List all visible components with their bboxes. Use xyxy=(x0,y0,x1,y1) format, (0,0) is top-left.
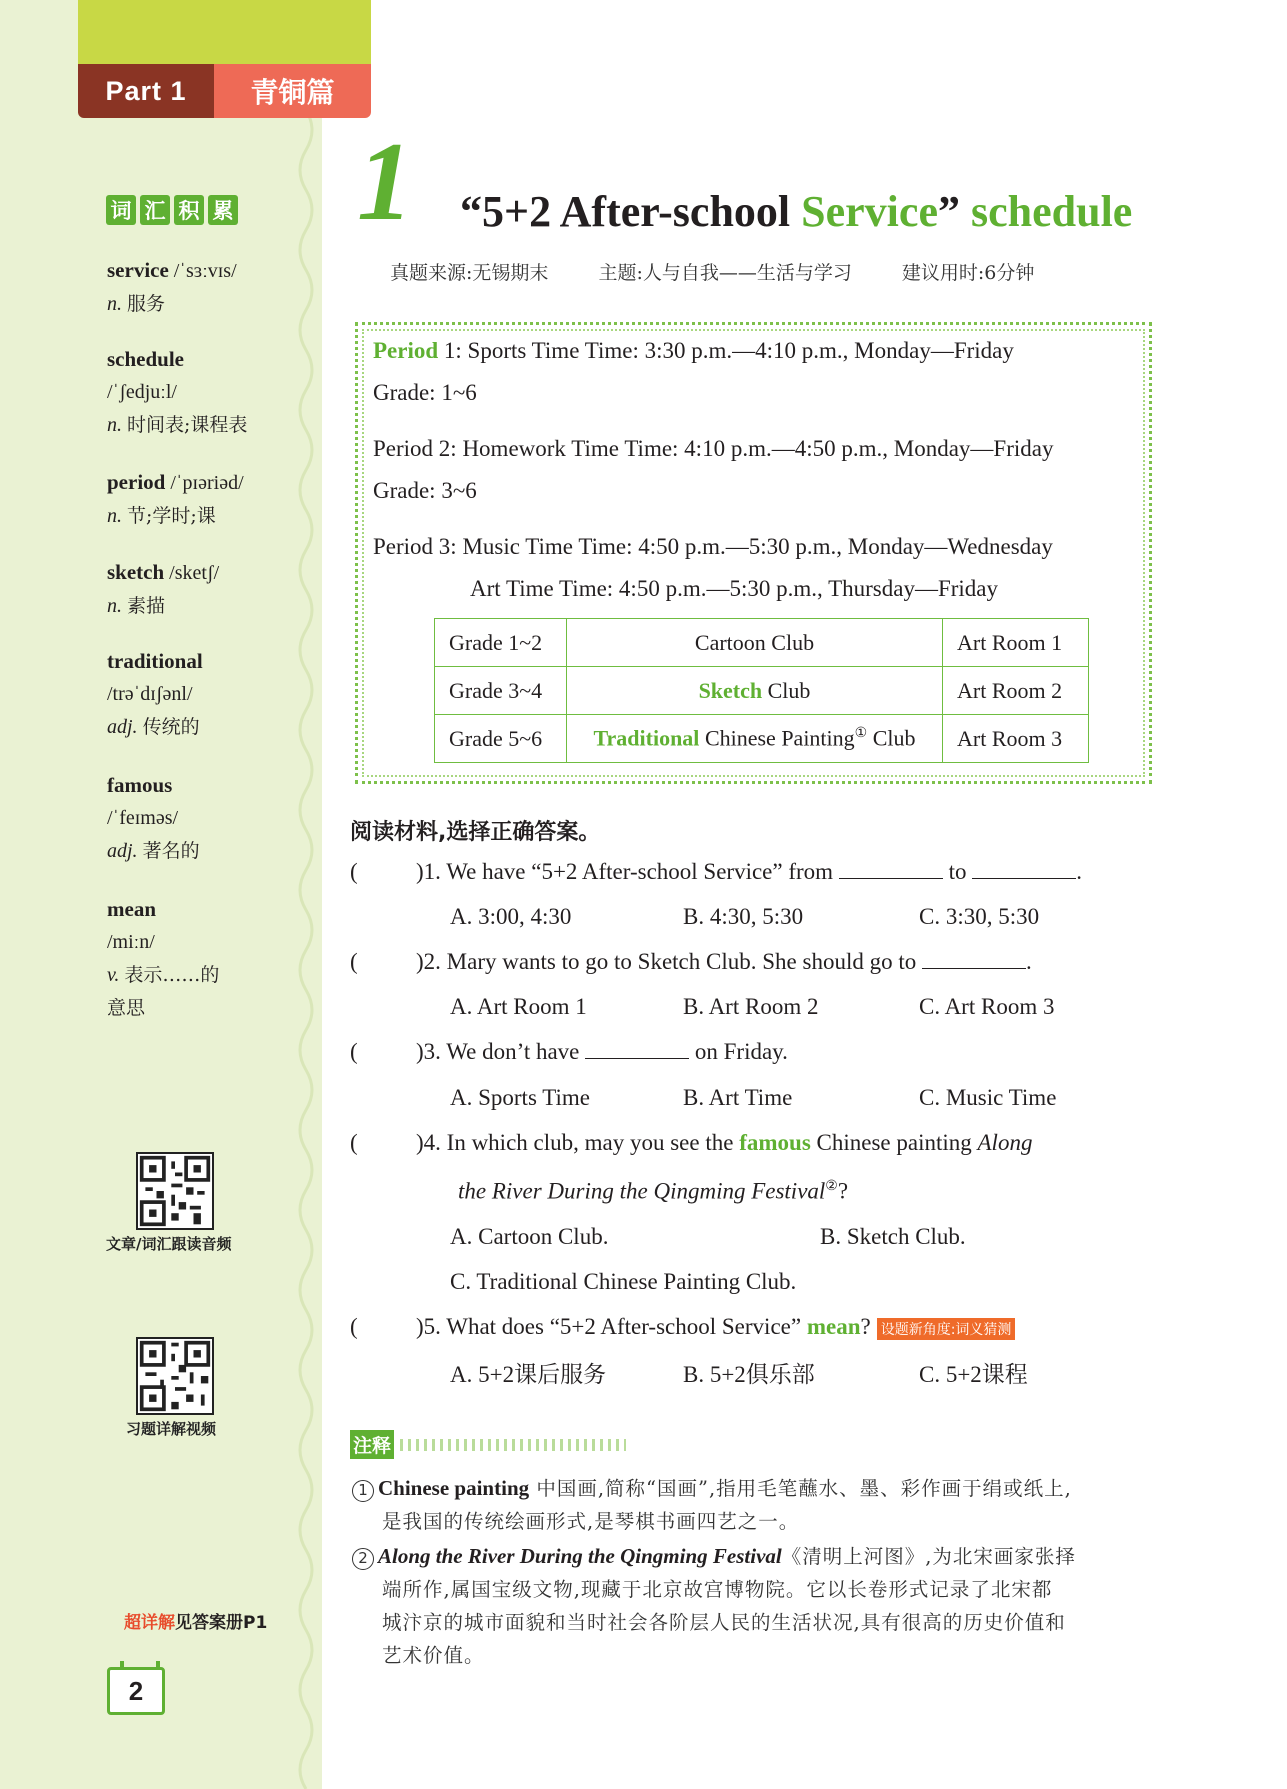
q1-option-b[interactable]: B. 4:30, 5:30 xyxy=(683,904,804,929)
q2-option-b[interactable]: B. Art Room 2 xyxy=(683,994,819,1019)
q3-option-b[interactable]: B. Art Time xyxy=(683,1085,793,1110)
lesson-number: 1 xyxy=(357,120,413,244)
q5-option-a[interactable]: A. 5+2课后服务 xyxy=(450,1362,607,1387)
table-row: Grade 1~2 Cartoon Club Art Room 1 xyxy=(435,619,1089,667)
question-1: )1. We have “5+2 After-school Service” from to . xyxy=(416,859,1082,884)
note-1: 1 Chinese painting 中国画,简称“国画”,指用毛笔蘸水、墨、彩作画于绢或纸上, 是我国的传统绘画形式,是琴棋书画四艺之一。 xyxy=(352,1472,1162,1538)
q3-option-c[interactable]: C. Music Time xyxy=(919,1085,1057,1110)
question-2: )2. Mary wants to go to Sketch Club. She should go to . xyxy=(416,949,1032,974)
vocab-entry-period: period /ˈpɪəriəd/ n. 节;学时;课 xyxy=(107,470,244,527)
section-label: 青铜篇 xyxy=(214,64,371,118)
blank-2[interactable] xyxy=(922,949,1026,969)
part-label: Part 1 xyxy=(78,64,214,118)
answer-paren-3[interactable]: ( xyxy=(350,1039,358,1064)
qr-video-label: 习题详解视频 xyxy=(126,1420,217,1438)
question-4: )4. In which club, may you see the famous Chinese painting Along xyxy=(416,1130,1033,1155)
vocab-entry-service: service /ˈsɜːvɪs/ n. 服务 xyxy=(107,258,237,315)
top-color-band xyxy=(78,0,371,68)
answer-paren-5[interactable]: ( xyxy=(350,1314,358,1339)
period-1-line: Period 1: Sports Time Time: 3:30 p.m.—4:10 p.m., Monday—Friday xyxy=(373,338,1014,363)
lesson-meta xyxy=(390,258,1078,285)
notes-title: 注释 xyxy=(350,1430,394,1459)
q5-option-b[interactable]: B. 5+2俱乐部 xyxy=(683,1362,815,1387)
answer-paren-4[interactable]: ( xyxy=(350,1130,358,1155)
time-text: 建议用时:6分钟 xyxy=(901,262,1035,284)
q4-option-b[interactable]: B. Sketch Club. xyxy=(820,1224,966,1249)
vocab-entry-sketch: sketch /sketʃ/ n. 素描 xyxy=(107,560,220,617)
club-table xyxy=(434,618,1089,763)
q1-option-c[interactable]: C. 3:30, 5:30 xyxy=(919,904,1040,929)
page-number: 2 xyxy=(107,1667,165,1715)
qr-code-audio-icon[interactable] xyxy=(136,1152,214,1230)
question-5: )5. What does “5+2 After-school Service” mean? 设题新角度:词义猜测 xyxy=(416,1314,1015,1340)
blank-3[interactable] xyxy=(585,1039,689,1059)
vocab-entry-famous: famous /ˈfeɪməs/ adj. 著名的 xyxy=(107,773,200,862)
theme-text: 主题:人与自我——生活与学习 xyxy=(598,262,852,284)
art-time-line: Art Time Time: 4:50 p.m.—5:30 p.m., Thursday—Friday xyxy=(470,576,998,601)
blank-1b[interactable] xyxy=(972,859,1076,879)
blank-1a[interactable] xyxy=(839,859,943,879)
answer-paren-2[interactable]: ( xyxy=(350,949,358,974)
vocab-entry-schedule: schedule /ˈʃedjuːl/ n. 时间表;课程表 xyxy=(107,347,248,436)
q4-option-c[interactable]: C. Traditional Chinese Painting Club. xyxy=(450,1269,797,1294)
q1-option-a[interactable]: A. 3:00, 4:30 xyxy=(450,904,572,929)
period-2-grade: Grade: 3~6 xyxy=(373,478,477,503)
vocab-entry-traditional: traditional /trəˈdɪʃənl/ adj. 传统的 xyxy=(107,649,203,738)
notes-divider xyxy=(400,1439,626,1451)
question-4-line2: the River During the Qingming Festival②? xyxy=(458,1178,849,1204)
note-2: 2 Along the River During the Qingming Festival《清明上河图》,为北宋画家张择 端所作,属国宝级文物,现藏于北京故宫博物院。它以长卷形式记录了北宋都 城汴京的城市面貌和当时社会各阶层人民的生活状况,具有很高的历史价值和 艺术价值。 xyxy=(352,1540,1162,1672)
q5-option-c[interactable]: C. 5+2课程 xyxy=(919,1362,1028,1387)
new-angle-badge: 设题新角度:词义猜测 xyxy=(877,1318,1016,1340)
table-row: Grade 3~4 Sketch Club Art Room 2 xyxy=(435,667,1089,715)
part-tab xyxy=(78,64,371,118)
answer-paren-1[interactable]: ( xyxy=(350,859,358,884)
q4-option-a[interactable]: A. Cartoon Club. xyxy=(450,1224,609,1249)
instruction: 阅读材料,选择正确答案。 xyxy=(350,820,601,845)
source-text: 真题来源:无锡期末 xyxy=(390,262,549,284)
vocab-entry-mean: mean /miːn/ v. 表示……的 意思 xyxy=(107,897,220,1019)
period-1-grade: Grade: 1~6 xyxy=(373,380,477,405)
answer-reference: 超详解见答案册P1 xyxy=(124,1613,268,1633)
lesson-title: “5+2 After-school Service” schedule xyxy=(460,187,1133,236)
period-3-line: Period 3: Music Time Time: 4:50 p.m.—5:30 p.m., Monday—Wednesday xyxy=(373,534,1053,559)
question-3: )3. We don’t have on Friday. xyxy=(416,1039,788,1064)
period-2-line: Period 2: Homework Time Time: 4:10 p.m.—4:50 p.m., Monday—Friday xyxy=(373,436,1054,461)
table-row: Grade 5~6 Traditional Chinese Painting① Club Art Room 3 xyxy=(435,715,1089,763)
qr-code-video-icon[interactable] xyxy=(136,1337,214,1415)
q2-option-c[interactable]: C. Art Room 3 xyxy=(919,994,1055,1019)
vocab-section-title: 词 汇 积 累 xyxy=(106,195,238,225)
qr-audio-label: 文章/词汇跟读音频 xyxy=(106,1235,232,1253)
q2-option-a[interactable]: A. Art Room 1 xyxy=(450,994,587,1019)
notes-header xyxy=(350,1430,626,1459)
q3-option-a[interactable]: A. Sports Time xyxy=(450,1085,590,1110)
